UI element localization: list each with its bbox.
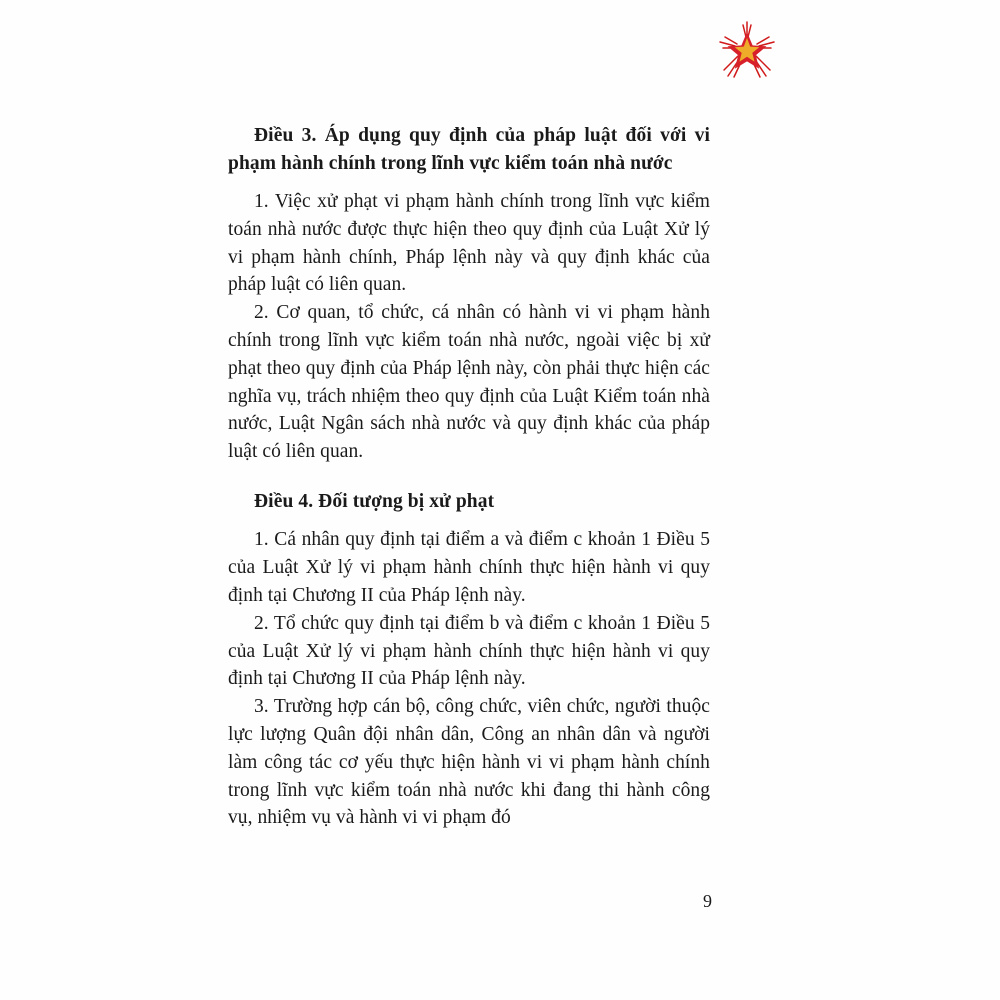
- paragraph-4-3: 3. Trường hợp cán bộ, công chức, viên chức, người thuộc lực lượng Quân đội nhân dân, Công an nhân dân và người làm công tác cơ yếu thực hiện hành vi vi phạm hành chính trong lĩnh vực kiểm toán nhà nước khi đang thi hành công vụ, nhiệm vụ và hành vi vi phạm đó: [228, 696, 710, 829]
- paragraph-3-1: 1. Việc xử phạt vi phạm hành chính trong lĩnh vực kiểm toán nhà nước được thực hiện theo quy định của Luật Xử lý vi phạm hành chính, Pháp lệnh này và quy định khác của pháp luật có liên quan.: [228, 191, 710, 296]
- heading-text: Điều 4. Đối tượng bị xử phạt: [254, 490, 495, 512]
- page-number: 9: [703, 891, 712, 911]
- paragraph-4-1: 1. Cá nhân quy định tại điểm a và điểm c khoản 1 Điều 5 của Luật Xử lý vi phạm hành chính thực hiện hành vi quy định tại Chương II của Pháp lệnh này.: [228, 529, 710, 607]
- section-heading-dieu-4: [228, 488, 710, 516]
- paragraph-4-2: 2. Tổ chức quy định tại điểm b và điểm c khoản 1 Điều 5 của Luật Xử lý vi phạm hành chính thực hiện hành vi quy định tại Chương II của Pháp lệnh này.: [228, 612, 710, 690]
- paragraph-3-2: 2. Cơ quan, tổ chức, cá nhân có hành vi vi phạm hành chính trong lĩnh vực kiểm toán nhà nước, ngoài việc bị xử phạt theo quy định của Pháp lệnh này, còn phải thực hiện các nghĩa vụ, trách nhiệm theo quy định của Luật Kiểm toán nhà nước, Luật Ngân sách nhà nước và quy định khác của pháp luật có liên quan.: [228, 302, 710, 463]
- red-star-emblem-icon: [716, 18, 778, 80]
- document-body: [228, 122, 710, 832]
- section-heading-dieu-3: [228, 122, 710, 177]
- heading-text: Điều 3. Áp dụng quy định của pháp luật đối với vi phạm hành chính trong lĩnh vực kiểm toán nhà nước: [228, 125, 710, 174]
